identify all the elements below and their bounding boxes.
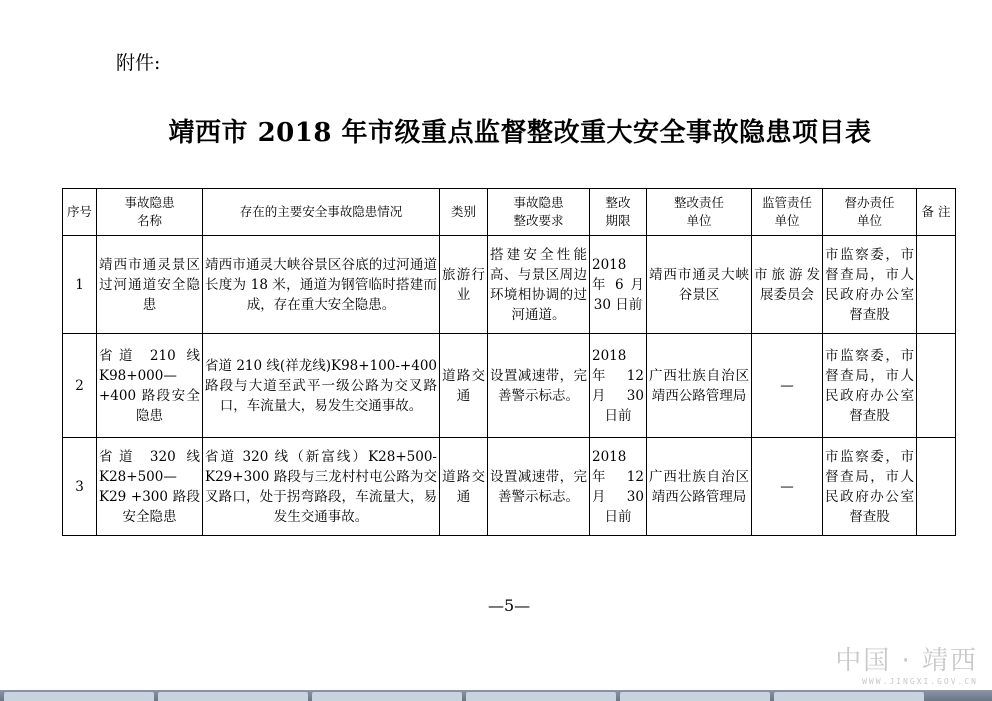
cell-no: 2 xyxy=(63,334,97,438)
page-number: —5— xyxy=(488,596,531,615)
cell-hazard-name: 靖西市通灵景区过河通道安全隐患 xyxy=(97,236,203,334)
header-hazard-name: 事故隐患 名称 xyxy=(97,189,203,236)
header-oversee-unit: 督办责任 单位 xyxy=(823,189,917,236)
header-supervise-unit: 监管责任 单位 xyxy=(752,189,823,236)
cell-situation: 省道 210 线(祥龙线)K98+100-+400 路段与大道至武平一级公路为交叉路口，车流量大，易发生交通事故。 xyxy=(203,334,440,438)
cell-no: 3 xyxy=(63,438,97,536)
table-row xyxy=(63,438,956,536)
cell-situation: 靖西市通灵大峡谷景区谷底的过河通道长度为 18 米，通道为钢管临时搭建而成，存在重大安全隐患。 xyxy=(203,236,440,334)
cell-hazard-name: 省道 210 线 K98+000—+400 路段安全隐患 xyxy=(97,334,203,438)
cell-remark xyxy=(917,334,956,438)
watermark-url: WWW.JINGXI.GOV.CN xyxy=(862,677,978,686)
header-requirement: 事故隐患 整改要求 xyxy=(488,189,590,236)
cell-deadline: 2018 年 6 月 30 日前 xyxy=(590,236,647,334)
cell-hazard-name: 省道 320 线 K28+500—K29 +300 路段安全隐患 xyxy=(97,438,203,536)
cell-requirement: 设置减速带，完善警示标志。 xyxy=(488,334,590,438)
header-no: 序号 xyxy=(63,189,97,236)
taskbar xyxy=(0,690,992,701)
header-remark: 备 注 xyxy=(917,189,956,236)
hazard-table xyxy=(62,188,956,536)
cell-deadline: 2018 年 12 月 30 日前 xyxy=(590,438,647,536)
cell-rectify-unit: 广西壮族自治区靖西公路管理局 xyxy=(647,334,752,438)
cell-requirement: 搭建安全性能高、与景区周边环境相协调的过河通道。 xyxy=(488,236,590,334)
taskbar-button[interactable] xyxy=(620,692,770,701)
cell-supervise-unit: — xyxy=(752,334,823,438)
cell-category: 道路交通 xyxy=(440,334,488,438)
cell-oversee-unit: 市监察委，市督查局，市人民政府办公室督查股 xyxy=(823,236,917,334)
cell-oversee-unit: 市监察委，市督查局，市人民政府办公室督查股 xyxy=(823,438,917,536)
cell-situation: 省道 320 线（新富线）K28+500-K29+300 路段与三龙村村屯公路为交叉路口，处于拐弯路段，车流量大，易发生交通事故。 xyxy=(203,438,440,536)
taskbar-button[interactable] xyxy=(158,692,308,701)
header-situation: 存在的主要安全事故隐患情况 xyxy=(203,189,440,236)
document-title: 靖西市 2018 年市级重点监督整改重大安全事故隐患项目表 xyxy=(168,118,872,148)
header-category: 类别 xyxy=(440,189,488,236)
table-header-row xyxy=(63,189,956,236)
taskbar-button[interactable] xyxy=(774,692,924,701)
cell-rectify-unit: 靖西市通灵大峡谷景区 xyxy=(647,236,752,334)
cell-supervise-unit: 市旅游发展委员会 xyxy=(752,236,823,334)
table-row xyxy=(63,236,956,334)
cell-category: 旅游行业 xyxy=(440,236,488,334)
table-row xyxy=(63,334,956,438)
site-watermark xyxy=(835,640,978,686)
cell-rectify-unit: 广西壮族自治区靖西公路管理局 xyxy=(647,438,752,536)
cell-category: 道路交通 xyxy=(440,438,488,536)
header-deadline: 整改 期限 xyxy=(590,189,647,236)
watermark-text: 中国 · 靖西 xyxy=(835,646,978,676)
cell-oversee-unit: 市监察委，市督查局，市人民政府办公室督查股 xyxy=(823,334,917,438)
cell-remark xyxy=(917,438,956,536)
cell-requirement: 设置减速带，完善警示标志。 xyxy=(488,438,590,536)
header-rectify-unit: 整改责任 单位 xyxy=(647,189,752,236)
cell-remark xyxy=(917,236,956,334)
attachment-label: 附件: xyxy=(116,52,161,74)
cell-supervise-unit: — xyxy=(752,438,823,536)
cell-deadline: 2018 年 12 月 30 日前 xyxy=(590,334,647,438)
taskbar-button[interactable] xyxy=(466,692,616,701)
taskbar-button[interactable] xyxy=(4,692,154,701)
cell-no: 1 xyxy=(63,236,97,334)
taskbar-button[interactable] xyxy=(312,692,462,701)
